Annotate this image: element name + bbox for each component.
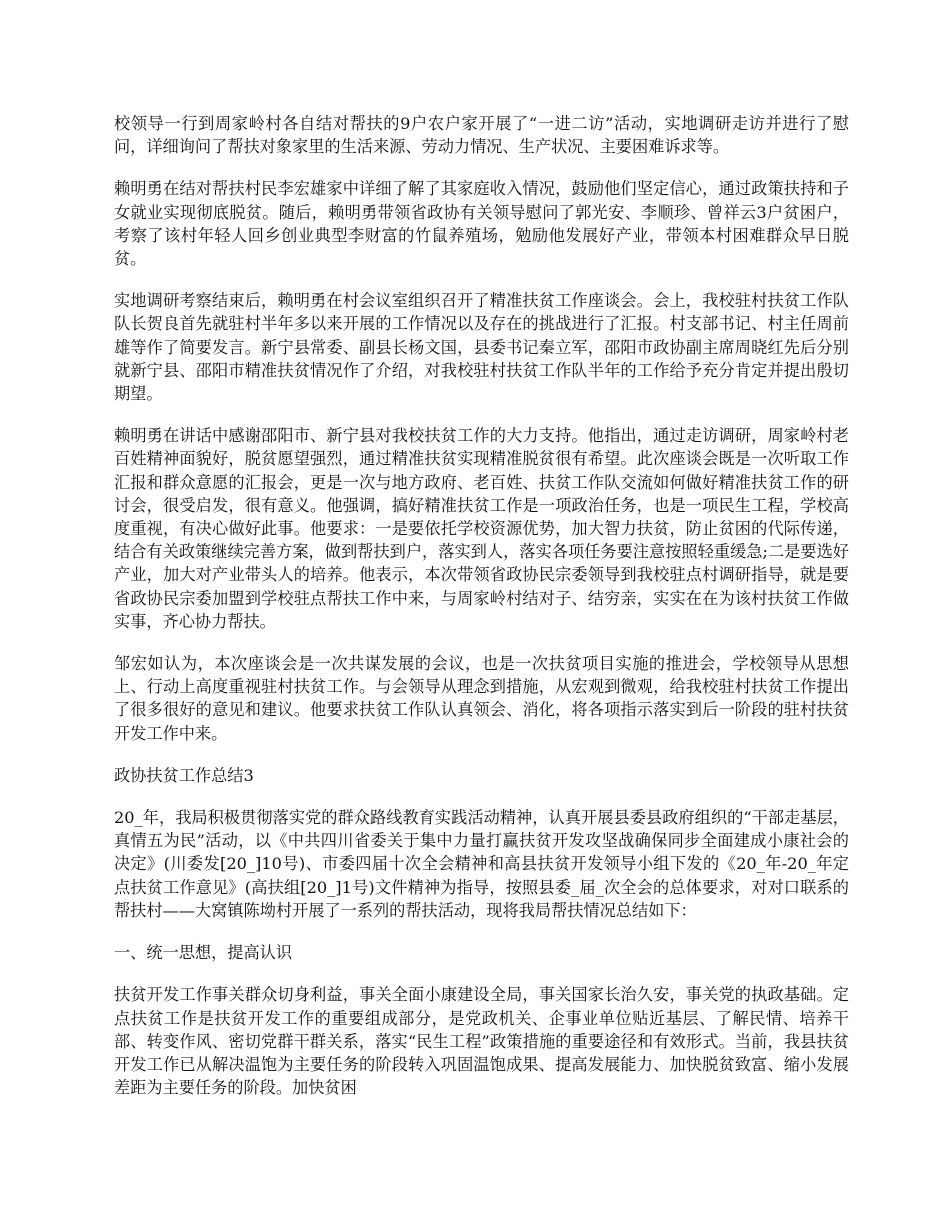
paragraph-speech: 赖明勇在讲话中感谢邵阳市、新宁县对我校扶贫工作的大力支持。他指出，通过走访调研，周家岭村老百姓精神面貌好，脱贫愿望强烈，通过精准扶贫实现精准脱贫很有希望。此次座谈会既是一次听取工作汇报和群众意愿的汇报会，更是一次与地方政府、老百姓、扶贫工作队交流如何做好精准扶贫工作的研讨会，很受启发，很有意义。他强调，搞好精准扶贫工作是一项政治任务，也是一项民生工程，学校高度重视，有决心做好此事。他要求：一是要依托学校资源优势，加大智力扶贫，防止贫困的代际传递，结合有关政策继续完善方案，做到帮扶到户，落实到人，落实各项任务要注意按照轻重缓急;二是要选好产业，加大对产业带头人的培养。他表示，本次带领省政协民宗委领导到我校驻点村调研指导，就是要省政协民宗委加盟到学校驻点帮扶工作中来，与周家岭村结对子、结穷亲，实实在在为该村扶贫工作做实事，齐心协力帮扶。 — [114, 426, 849, 631]
section-title: 政协扶贫工作总结3 — [114, 765, 254, 785]
document-page — [114, 112, 849, 1118]
paragraph-home-visits: 校领导一行到周家岭村各自结对帮扶的9户农户家开展了“一进二访”活动，实地调研走访并进行了慰问，详细询问了帮扶对象家里的生活来源、劳动力情况、生产状况、主要困难诉求等。 — [114, 114, 849, 157]
paragraph-poverty-alleviation: 扶贫开发工作事关群众切身利益，事关全面小康建设全局，事关国家长治久安，事关党的执政基础。定点扶贫工作是扶贫开发工作的重要组成部分，是党政机关、企事业单位贴近基层、了解民情、培养干部、转变作风、密切党群干群关系，落实“民生工程”政策措施的重要途径和有效形式。当前，我县扶贫开发工作已从解决温饱为主要任务的阶段转入巩固温饱成果、提高发展能力、加快脱贫致富、缩小发展差距为主要任务的阶段。加快贫困 — [114, 985, 849, 1098]
paragraph-zou-hongru: 邹宏如认为，本次座谈会是一次共谋发展的会议，也是一次扶贫项目实施的推进会，学校领导从思想上、行动上高度重视驻村扶贫工作。与会领导从理念到措施，从宏观到微观，给我校驻村扶贫工作提出了很多很好的意见和建议。他要求扶贫工作队认真领会、消化，将各项指示落实到后一阶段的驻村扶贫开发工作中来。 — [114, 654, 849, 743]
paragraph-symposium: 实地调研考察结束后，赖明勇在村会议室组织召开了精准扶贫工作座谈会。会上，我校驻村扶贫工作队队长贺良首先就驻村半年多以来开展的工作情况以及存在的挑战进行了汇报。村支部书记、村主任周前雄等作了简要发言。新宁县常委、副县长杨文国，县委书记秦立军，邵阳市政协副主席周晓红先后分别就新宁县、邵阳市精准扶贫情况作了介绍，对我校驻村扶贫工作队半年的工作给予充分肯定并提出殷切期望。 — [114, 291, 849, 404]
paragraph-summary-intro: 20_年，我局积极贯彻落实党的群众路线教育实践活动精神，认真开展县委县政府组织的“干部走基层，真情五为民”活动，以《中共四川省委关于集中力量打赢扶贫开发攻坚战确保同步全面建成小康社会的决定》(川委发[20_]10号)、市委四届十次全会精神和高县扶贫开发领导小组下发的《20_年-20_年定点扶贫工作意见》(高扶组[20_]1号)文件精神为指导，按照县委_届_次全会的总体要求，对对口联系的帮扶村——大窝镇陈坳村开展了一系列的帮扶活动，现将我局帮扶情况总结如下： — [114, 808, 849, 920]
paragraph-family-income: 赖明勇在结对帮扶村民李宏雄家中详细了解了其家庭收入情况，鼓励他们坚定信心，通过政策扶持和子女就业实现彻底脱贫。随后，赖明勇带领省政协有关领导慰问了郭光安、李顺珍、曾祥云3户贫困户，考察了该村年轻人回乡创业典型李财富的竹鼠养殖场，勉励他发展好产业，带领本村困难群众早日脱贫。 — [114, 179, 849, 269]
subsection-heading: 一、统一思想，提高认识 — [114, 943, 293, 963]
